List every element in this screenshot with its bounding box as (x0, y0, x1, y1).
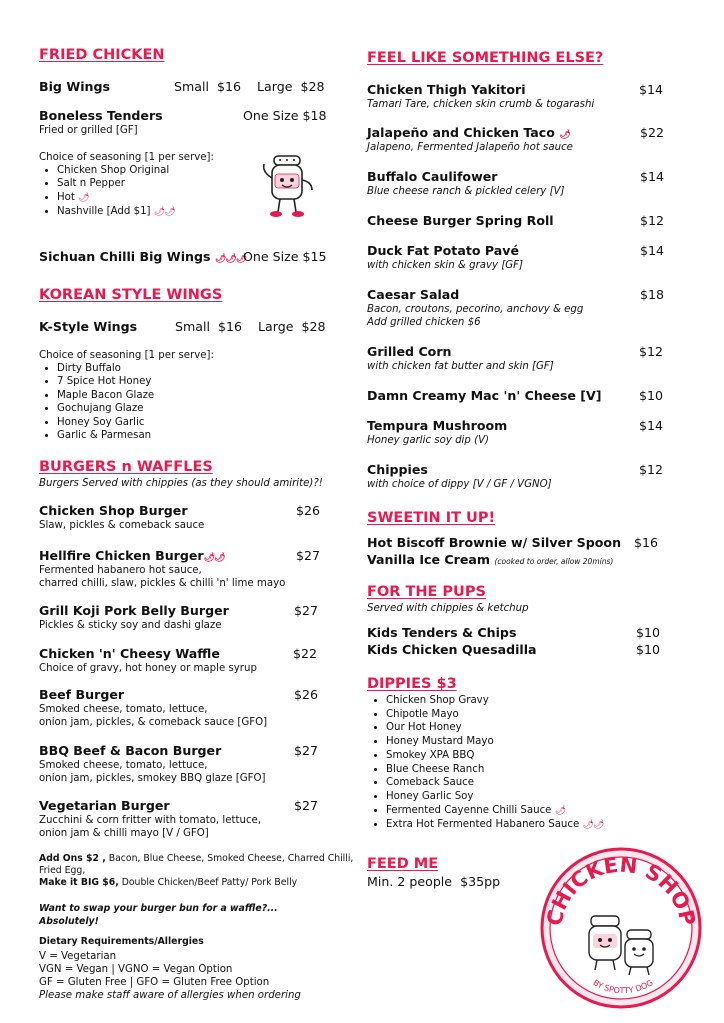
burgers-subtitle: Burgers Served with chippies (as they should amirite)?! (39, 478, 323, 489)
list-item: • Hot 🌶 (57, 191, 175, 205)
burger-item-desc: Smoked cheese, tomato, lettuce, onion jam, pickles, smokey BBQ glaze [GFO] (39, 760, 266, 784)
menu-item-desc: Honey garlic soy dip (V) (367, 435, 490, 446)
dietary-title: Dietary Requirements/Allergies (39, 936, 204, 947)
sichuan-wings-price: One Size $15 (243, 249, 327, 264)
dessert-price: $16 (634, 535, 659, 550)
burgers-heading: BURGERS n WAFFLES (39, 459, 213, 475)
menu-item-price: $14 (639, 418, 664, 433)
burger-item-name: Vegetarian Burger (39, 798, 170, 813)
burger-item-price: $27 (294, 603, 319, 618)
chili-pepper-icon: 🌶 (554, 805, 566, 816)
list-item: • Chicken Shop Gravy (386, 694, 603, 708)
list-item: • 7 Spice Hot Honey (57, 375, 154, 388)
menu-item-name: Buffalo Caulifower (367, 169, 498, 184)
menu-item-desc: Blue cheese ranch & pickled celery [V] (367, 186, 565, 197)
menu-item-name: Grilled Corn (367, 344, 452, 359)
menu-item-name: Tempura Mushroom (367, 418, 508, 433)
sweet-heading: SWEETIN IT UP! (367, 510, 496, 526)
korean-wings-heading: KOREAN STYLE WINGS (39, 287, 223, 303)
menu-item-price: $10 (639, 388, 664, 403)
menu-item-desc: with chicken fat butter and skin [GF] (367, 361, 554, 372)
burger-item-name: Chicken 'n' Cheesy Waffle (39, 646, 220, 661)
list-item: • Blue Cheese Ranch (386, 763, 603, 777)
list-item: • Comeback Sauce (386, 776, 603, 790)
burger-item-price: $26 (294, 687, 319, 702)
burger-item-desc: Smoked cheese, tomato, lettuce, onion jam, pickles, & comeback sauce [GFO] (39, 704, 268, 728)
dessert-line-2: Vanilla Ice Cream (cooked to order, allow 20mins) (367, 552, 614, 567)
sichuan-wings-name: Sichuan Chilli Big Wings 🌶🌶🌶 (39, 249, 247, 264)
boneless-tenders-name: Boneless Tenders (39, 108, 163, 123)
list-item: • Dirty Buffalo (57, 362, 154, 375)
big-wings-price: Small $16 Large $28 (174, 79, 325, 94)
k-style-wings-name: K-Style Wings (39, 319, 138, 334)
menu-item-price: $18 (640, 287, 665, 302)
list-item: • Gochujang Glaze (57, 402, 154, 415)
menu-item-desc: with chicken skin & gravy [GF] (367, 260, 524, 271)
list-item: • Smokey XPA BBQ (386, 749, 603, 763)
menu-item-price: $14 (640, 169, 665, 184)
menu-item-price: $22 (640, 125, 665, 140)
chicken-shop-logo (539, 846, 703, 1010)
something-else-heading: FEEL LIKE SOMETHING ELSE? (367, 50, 604, 66)
feed-me-heading: FEED ME (367, 856, 439, 872)
chili-pepper-icon: 🌶🌶 (153, 207, 175, 218)
kids-item-price: $10 (636, 625, 661, 640)
k-style-wings-price: Small $16 Large $28 (175, 319, 326, 334)
list-item: • Our Hot Honey (386, 721, 603, 735)
menu-item-desc: Jalapeno, Fermented Jalapeño hot sauce (367, 142, 573, 153)
list-item: • Salt n Pepper (57, 177, 175, 190)
kids-item-name: Kids Chicken Quesadilla (367, 642, 537, 657)
chili-pepper-icon: 🌶 (559, 130, 570, 140)
logo-title: CHICKEN SHOP (542, 852, 700, 928)
list-item: • Honey Soy Garlic (57, 416, 154, 429)
korean-seasoning-list (39, 362, 154, 442)
list-item: • Chipotle Mayo (386, 708, 603, 722)
burger-item-desc: Pickles & sticky soy and dashi glaze (39, 620, 222, 631)
list-item: • Garlic & Parmesan (57, 429, 154, 442)
dietary-line: GF = Gluten Free | GFO = Gluten Free Option (39, 977, 270, 988)
burger-item-desc: Fermented habanero hot sauce, charred chilli, slaw, pickles & chilli 'n' lime mayo (39, 565, 286, 589)
pups-subtitle: Served with chippies & ketchup (367, 603, 529, 614)
dippies-list (368, 694, 603, 833)
menu-item-name: Chippies (367, 462, 428, 477)
big-wings-name: Big Wings (39, 79, 110, 94)
menu-item-price: $12 (640, 213, 665, 228)
dietary-line: VGN = Vegan | VGNO = Vegan Option (39, 964, 233, 975)
kids-item-price: $10 (636, 642, 661, 657)
menu-item-desc: Bacon, croutons, pecorino, anchovy & egg Add grilled chicken $6 (367, 304, 584, 328)
burger-item-name: Hellfire Chicken Burger🌶🌶 (39, 548, 225, 563)
menu-item-price: $14 (640, 243, 665, 258)
burger-item-price: $27 (296, 548, 321, 563)
list-item: • Maple Bacon Glaze (57, 389, 154, 402)
fried-seasoning-list (39, 164, 175, 220)
waffle-swap-note: Want to swap your burger bun for a waffle?... Absolutely! (39, 903, 278, 927)
logo-subtitle: BY SPOTTY DOG (591, 978, 655, 996)
menu-item-name: Damn Creamy Mac 'n' Cheese [V] (367, 388, 602, 403)
burger-item-price: $27 (294, 798, 319, 813)
boneless-tenders-desc: Fried or grilled [GF] (39, 125, 138, 136)
menu-item-desc: Tamari Tare, chicken skin crumb & togarashi (367, 99, 595, 110)
dietary-note: Please make staff aware of allergies when ordering (39, 990, 301, 1001)
fried-seasoning-title: Choice of seasoning [1 per serve]: (39, 152, 214, 163)
add-ons-text: Add Ons $2 , Bacon, Blue Cheese, Smoked Cheese, Charred Chilli, Fried Egg, Make it BIG $6, Double Chicken/Beef Patty/ Pork Belly (39, 853, 354, 888)
menu-item-name: Jalapeño and Chicken Taco 🌶 (367, 125, 570, 140)
kids-item-name: Kids Tenders & Chips (367, 625, 517, 640)
burger-item-name: Chicken Shop Burger (39, 503, 188, 518)
salt-shaker-mascot-icon (256, 152, 320, 220)
dippies-heading: DIPPIES $3 (367, 676, 457, 692)
list-item: • Honey Mustard Mayo (386, 735, 603, 749)
menu-item-desc: with choice of dippy [V / GF / VGNO] (367, 479, 552, 490)
chili-pepper-icon: 🌶🌶 (582, 820, 604, 831)
burger-item-price: $27 (294, 743, 319, 758)
list-item: • Fermented Cayenne Chilli Sauce 🌶 (386, 804, 603, 819)
menu-item-price: $12 (639, 344, 664, 359)
burger-item-price: $22 (293, 646, 318, 661)
list-item: • Honey Garlic Soy (386, 790, 603, 804)
chili-pepper-icon: 🌶🌶 (203, 553, 225, 563)
dessert-line-1: Hot Biscoff Brownie w/ Silver Spoon (367, 535, 622, 550)
chili-pepper-icon: 🌶🌶🌶 (214, 254, 247, 264)
burger-item-desc: Slaw, pickles & comeback sauce (39, 520, 205, 531)
feed-me-line: Min. 2 people $35pp (367, 874, 501, 889)
burger-item-price: $26 (296, 503, 321, 518)
korean-seasoning-title: Choice of seasoning [1 per serve]: (39, 350, 214, 361)
burger-item-name: BBQ Beef & Bacon Burger (39, 743, 222, 758)
list-item: • Extra Hot Fermented Habanero Sauce 🌶🌶 (386, 818, 603, 833)
fried-chicken-heading: FRIED CHICKEN (39, 47, 165, 63)
menu-item-name: Cheese Burger Spring Roll (367, 213, 554, 228)
burger-item-name: Beef Burger (39, 687, 125, 702)
boneless-tenders-price: One Size $18 (243, 108, 327, 123)
chili-pepper-icon: 🌶 (78, 192, 89, 203)
menu-item-name: Duck Fat Potato Pavé (367, 243, 520, 258)
menu-item-price: $12 (639, 462, 664, 477)
pups-heading: FOR THE PUPS (367, 584, 486, 600)
burger-item-desc: Zucchini & corn fritter with tomato, lettuce, onion jam & chilli mayo [V / GFO] (39, 815, 262, 839)
list-item: • Chicken Shop Original (57, 164, 175, 177)
burger-item-desc: Choice of gravy, hot honey or maple syrup (39, 663, 257, 674)
dietary-line: V = Vegetarian (39, 951, 117, 962)
menu-item-name: Caesar Salad (367, 287, 460, 302)
menu-item-name: Chicken Thigh Yakitori (367, 82, 526, 97)
list-item: • Nashville [Add $1] 🌶🌶 (57, 205, 175, 219)
burger-item-name: Grill Koji Pork Belly Burger (39, 603, 229, 618)
menu-item-price: $14 (639, 82, 664, 97)
